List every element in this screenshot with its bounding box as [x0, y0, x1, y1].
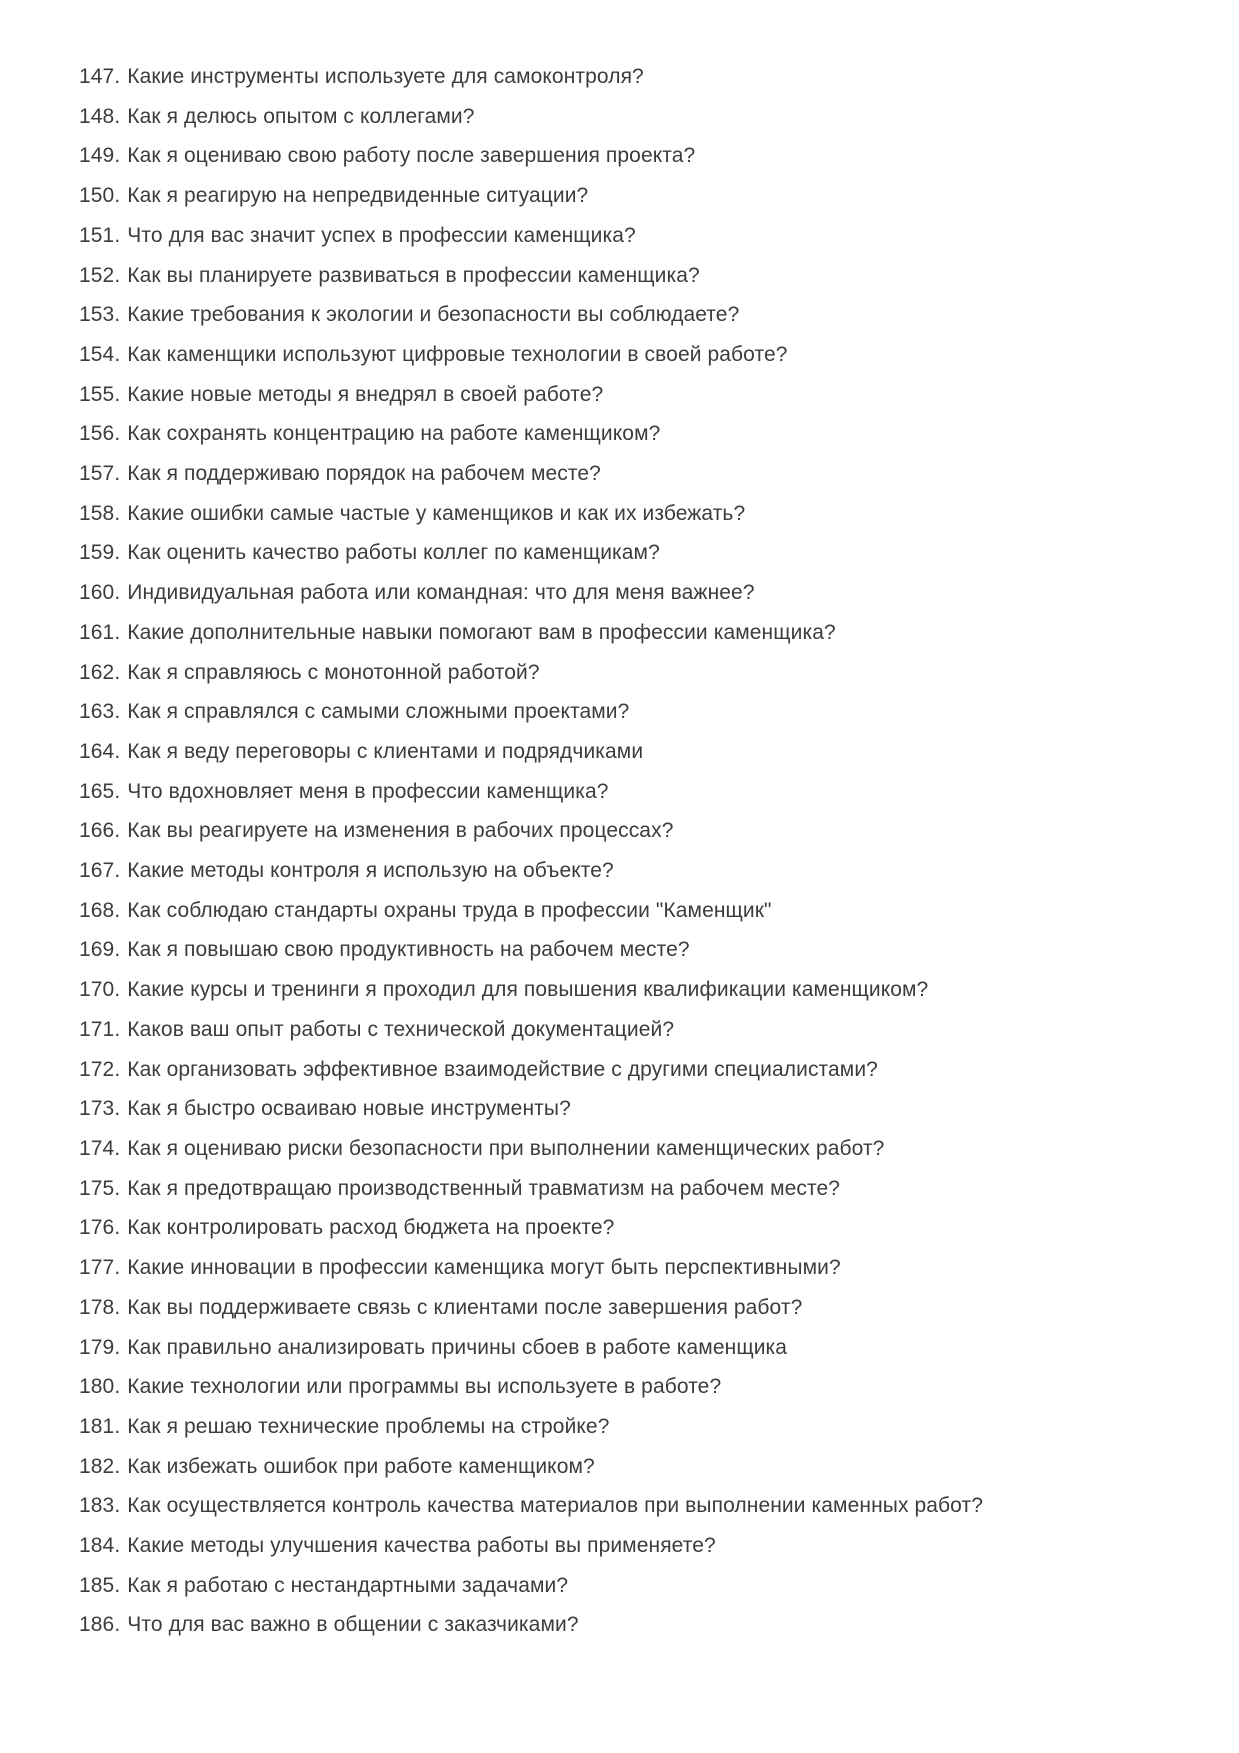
question-item [79, 335, 1199, 375]
question-number: 170. [79, 978, 121, 1002]
question-item [79, 295, 1199, 335]
question-number: 161. [79, 620, 121, 644]
question-item [79, 1447, 1199, 1487]
question-item [79, 811, 1199, 851]
question-number: 176. [79, 1216, 121, 1240]
question-number: 157. [79, 462, 121, 486]
question-number: 168. [79, 898, 121, 922]
question-number: 184. [79, 1534, 121, 1558]
question-text: Как вы планируете развиваться в профессии каменщика? [127, 263, 700, 287]
question-number: 186. [79, 1613, 121, 1637]
question-number: 166. [79, 819, 121, 843]
question-number: 185. [79, 1573, 121, 1597]
question-item [79, 97, 1199, 137]
question-text: Каков ваш опыт работы с технической документацией? [127, 1017, 675, 1041]
question-number: 159. [79, 541, 121, 565]
question-number: 169. [79, 938, 121, 962]
question-number: 155. [79, 382, 121, 406]
question-text: Как я предотвращаю производственный травматизм на рабочем месте? [127, 1176, 841, 1200]
question-number: 164. [79, 739, 121, 763]
question-item [79, 851, 1199, 891]
question-text: Как избежать ошибок при работе каменщиком? [127, 1454, 595, 1478]
question-item [79, 1010, 1199, 1050]
question-text: Как я поддерживаю порядок на рабочем месте? [127, 462, 601, 486]
question-text: Как соблюдаю стандарты охраны труда в профессии "Каменщик" [127, 898, 772, 922]
question-number: 165. [79, 779, 121, 803]
question-text: Какие инновации в профессии каменщика могут быть перспективными? [127, 1256, 841, 1280]
question-text: Как я повышаю свою продуктивность на рабочем месте? [127, 938, 690, 962]
question-item [79, 216, 1199, 256]
question-item [79, 573, 1199, 613]
question-number: 162. [79, 660, 121, 684]
question-list [79, 57, 1199, 1645]
question-number: 173. [79, 1097, 121, 1121]
question-text: Какие дополнительные навыки помогают вам в профессии каменщика? [127, 620, 836, 644]
question-text: Как я веду переговоры с клиентами и подрядчиками [127, 739, 644, 763]
question-text: Какие курсы и тренинги я проходил для повышения квалификации каменщиком? [127, 978, 929, 1002]
question-item [79, 1328, 1199, 1368]
question-text: Что вдохновляет меня в профессии каменщика? [127, 779, 609, 803]
question-number: 174. [79, 1136, 121, 1160]
question-number: 152. [79, 263, 121, 287]
question-item [79, 414, 1199, 454]
question-item [79, 176, 1199, 216]
question-item [79, 57, 1199, 97]
question-item [79, 772, 1199, 812]
question-text: Как я быстро осваиваю новые инструменты? [127, 1097, 571, 1121]
question-text: Как я оцениваю свою работу после завершения проекта? [127, 144, 696, 168]
question-text: Как сохранять концентрацию на работе каменщиком? [127, 422, 661, 446]
question-number: 180. [79, 1375, 121, 1399]
question-number: 182. [79, 1454, 121, 1478]
question-item [79, 1208, 1199, 1248]
question-text: Как я реагирую на непредвиденные ситуации? [127, 184, 589, 208]
question-item [79, 454, 1199, 494]
question-text: Как вы реагируете на изменения в рабочих процессах? [127, 819, 674, 843]
question-item [79, 1407, 1199, 1447]
question-number: 183. [79, 1494, 121, 1518]
question-number: 175. [79, 1176, 121, 1200]
question-item [79, 1129, 1199, 1169]
question-item [79, 930, 1199, 970]
question-item [79, 653, 1199, 693]
question-text: Какие методы контроля я использую на объекте? [127, 859, 614, 883]
question-text: Как организовать эффективное взаимодействие с другими специалистами? [127, 1057, 878, 1081]
question-text: Как я справлялся с самыми сложными проектами? [127, 700, 630, 724]
question-item [79, 1486, 1199, 1526]
question-item [79, 732, 1199, 772]
question-text: Как вы поддерживаете связь с клиентами после завершения работ? [127, 1295, 803, 1319]
question-item [79, 1526, 1199, 1566]
question-number: 163. [79, 700, 121, 724]
question-number: 171. [79, 1017, 121, 1041]
question-number: 160. [79, 581, 121, 605]
question-item [79, 692, 1199, 732]
question-item [79, 1605, 1199, 1645]
question-text: Как правильно анализировать причины сбоев в работе каменщика [127, 1335, 788, 1359]
question-number: 179. [79, 1335, 121, 1359]
question-item [79, 136, 1199, 176]
question-number: 167. [79, 859, 121, 883]
question-number: 178. [79, 1295, 121, 1319]
question-number: 149. [79, 144, 121, 168]
question-text: Как оценить качество работы коллег по каменщикам? [127, 541, 660, 565]
question-item [79, 1367, 1199, 1407]
question-item [79, 256, 1199, 296]
question-text: Индивидуальная работа или командная: что для меня важнее? [127, 581, 755, 605]
question-text: Как осуществляется контроль качества материалов при выполнении каменных работ? [127, 1494, 983, 1518]
question-text: Какие методы улучшения качества работы вы применяете? [127, 1534, 716, 1558]
question-item [79, 1248, 1199, 1288]
question-item [79, 1169, 1199, 1209]
question-item [79, 891, 1199, 931]
question-item [79, 1288, 1199, 1328]
question-item [79, 970, 1199, 1010]
question-number: 154. [79, 342, 121, 366]
question-number: 158. [79, 501, 121, 525]
question-item [79, 494, 1199, 534]
question-number: 150. [79, 184, 121, 208]
question-text: Как я решаю технические проблемы на стройке? [127, 1414, 610, 1438]
question-item [79, 1050, 1199, 1090]
question-number: 177. [79, 1256, 121, 1280]
question-item [79, 613, 1199, 653]
question-text: Что для вас важно в общении с заказчиками? [127, 1613, 579, 1637]
question-text: Какие ошибки самые частые у каменщиков и как их избежать? [127, 501, 746, 525]
question-number: 153. [79, 303, 121, 327]
question-text: Что для вас значит успех в профессии каменщика? [127, 223, 636, 247]
question-text: Как контролировать расход бюджета на проекте? [127, 1216, 615, 1240]
question-item [79, 533, 1199, 573]
question-text: Как я оцениваю риски безопасности при выполнении каменщических работ? [127, 1136, 885, 1160]
question-number: 172. [79, 1057, 121, 1081]
question-number: 148. [79, 104, 121, 128]
question-number: 156. [79, 422, 121, 446]
question-text: Какие новые методы я внедрял в своей работе? [127, 382, 604, 406]
question-item [79, 1566, 1199, 1606]
question-text: Как я делюсь опытом с коллегами? [127, 104, 475, 128]
question-text: Какие технологии или программы вы используете в работе? [127, 1375, 722, 1399]
question-text: Как каменщики используют цифровые технологии в своей работе? [127, 342, 788, 366]
question-number: 181. [79, 1414, 121, 1438]
question-text: Какие инструменты используете для самоконтроля? [127, 65, 644, 88]
question-text: Как я справляюсь с монотонной работой? [127, 660, 540, 684]
question-item [79, 375, 1199, 415]
question-text: Как я работаю с нестандартными задачами? [127, 1573, 569, 1597]
question-item [79, 1089, 1199, 1129]
question-number: 151. [79, 223, 121, 247]
question-number: 147. [79, 65, 121, 88]
question-text: Какие требования к экологии и безопасности вы соблюдаете? [127, 303, 740, 327]
